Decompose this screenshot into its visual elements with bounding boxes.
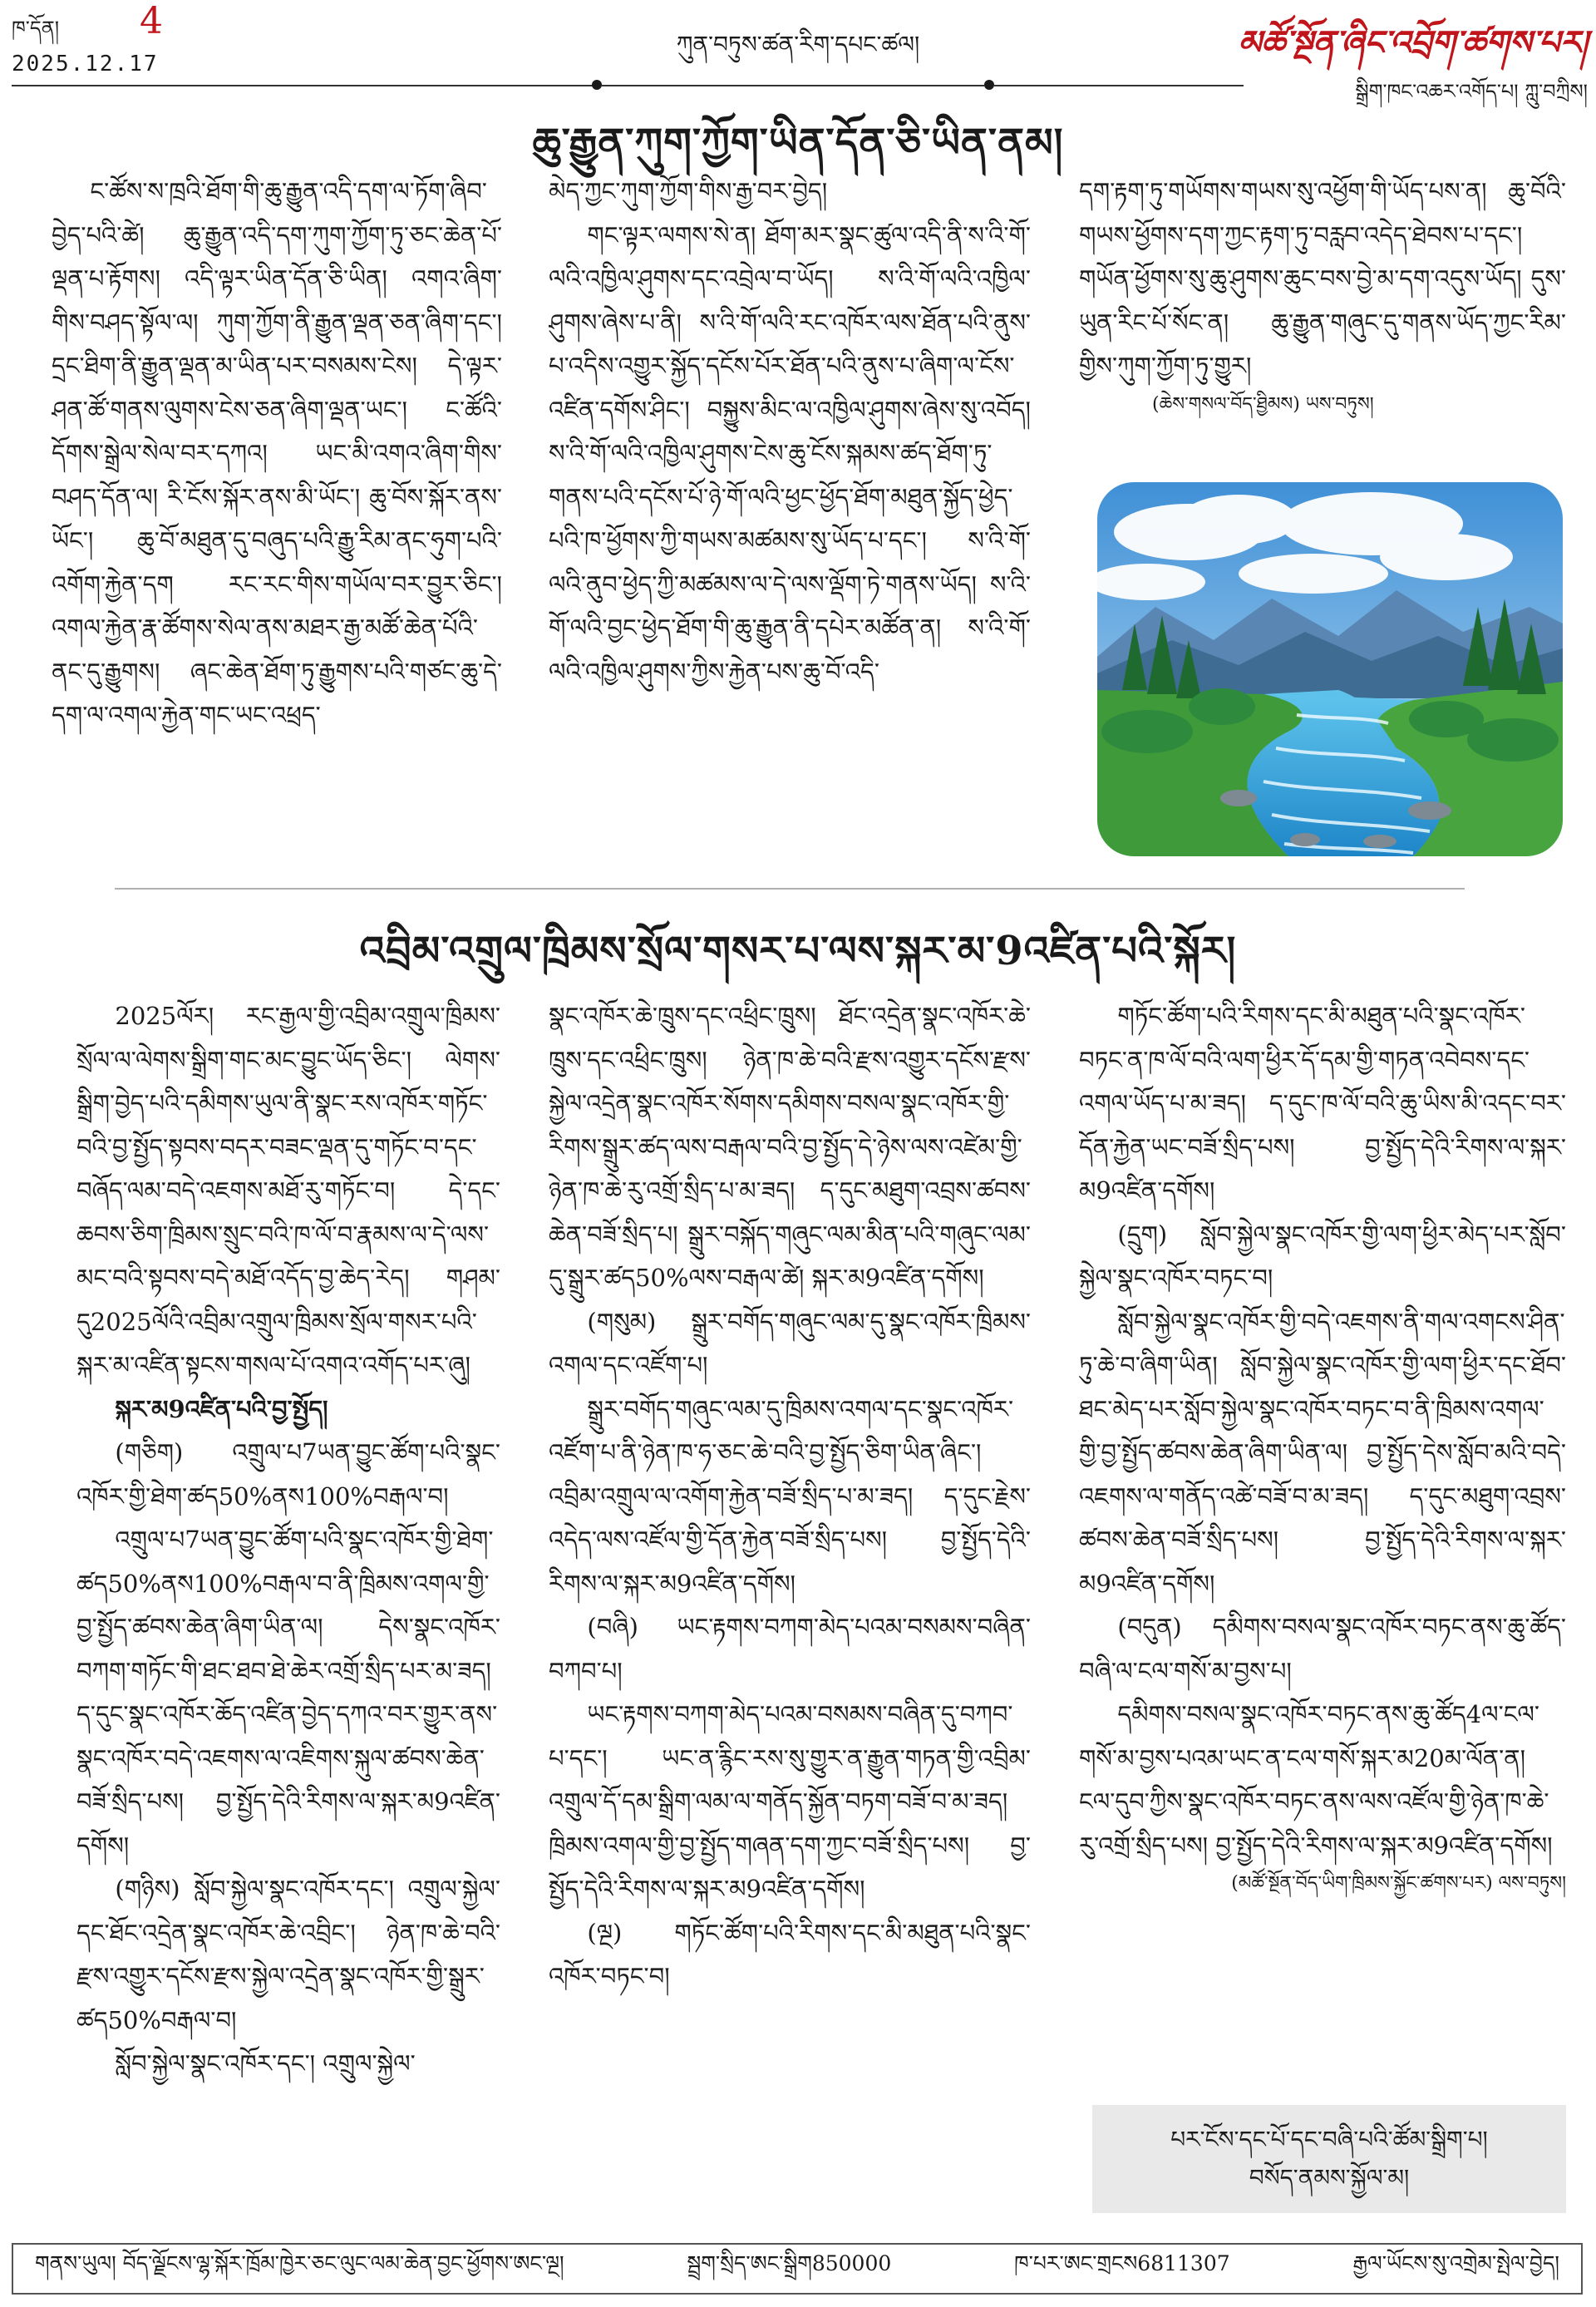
article-column xyxy=(52,170,502,818)
article-paragraph: སློབ་སྐྱེལ་སྣང་འཁོར་གྱི་བདེ་འཇགས་ནི་གལ་འགངས་ཤིན་ཏུ་ཆེ་བ་ཞིག་ཡིན། སློབ་སྐྱེལ་སྣང་འཁོར་གྱི་ལག་ཕྱིར་དང་ཐོབ་ཐང་མེད་པར་སློབ་སྐྱེལ་སྣང་འཁོར་བཏང་བ་ནི་ཁྲིམས་འགལ་གྱི་བྱ་སྤྱོད་ཚབས་ཆེན་ཞིག་ཡིན་ལ། བྱ་སྤྱོད་དེས་སློབ་མའི་བདེ་འཇགས་ལ་གནོད་འཚེ་བཟོ་བ་མ་ཟད། ད་དུང་མཐུག་འབྲས་ཚབས་ཆེན་བཟོ་སྲིད་པས། བྱ་སྤྱོད་དེའི་རིགས་ལ་སྐར་མ9འཛིན་དགོས། xyxy=(1079,1307,1566,1598)
article-paragraph: (གཉིས) སློབ་སྐྱེལ་སྣང་འཁོར་དང་། འགྲུལ་སྐྱེལ་དང་ཐོང་འདྲེན་སྣང་འཁོར་ཆེ་འབྲིང་། ཉེན་ཁ་ཆེ་བའི་རྫས་འགྱུར་དངོས་རྫས་སྐྱེལ་འདྲེན་སྣང་འཁོར་གྱི་སྒྲུར་ཚད50%བརྒལ་བ། xyxy=(76,1875,500,2034)
article-paragraph: (གཅིག) འགྲུལ་པ7ཡན་བྱུང་ཚོག་པའི་སྣང་འཁོར་གྱི་ཐེག་ཚད50%ནས100%བརྒལ་བ། xyxy=(76,1438,500,1511)
article-subheading: སྐར་མ9འཛིན་པའི་བྱ་སྤྱོད། xyxy=(115,1394,328,1423)
article-column xyxy=(1079,170,1566,469)
footer-phone: ཁ་པར་ཨང་གྲངས6811307 xyxy=(1014,2250,1230,2275)
header-rule xyxy=(994,85,1244,86)
article-paragraph: མེད་ཀྱང་ཀུག་ཀྱོག་གིས་རྒྱ་བར་བྱེད། xyxy=(549,177,828,205)
section-title: ཀུན་བཏུས་ཚན་རིག་དཔང་ཚལ། xyxy=(676,31,920,58)
footer-publisher: རྒྱལ་ཡོངས་སུ་འགྲེམ་སྤེལ་བྱེད། xyxy=(1352,2250,1559,2275)
page-number: 4 xyxy=(140,0,163,42)
header-rule-dot xyxy=(592,80,602,90)
editor-credit: སྒྲིག་ཁང་འཆར་འགོད་པ། ཀླུ་བཀྲིས། xyxy=(1355,80,1588,103)
article-paragraph: (གསུམ) སྒྲུར་བགོད་གཞུང་ལམ་དུ་སྣང་འཁོར་ཁྲིམས་འགལ་དང་འཛོག་པ། xyxy=(549,1307,1031,1379)
article-paragraph: (བཞི) ཡང་རྟགས་བཀག་མེད་པའམ་བསམས་བཞིན་བཀབ་པ། xyxy=(549,1613,1031,1685)
notice-line: པར་ངོས་དང་པོ་དང་བཞི་པའི་ཚོམ་སྒྲིག་པ། xyxy=(1170,2126,1488,2153)
newspaper-logo: མཚོ་སྔོན་ཞིང་འབྲོག་ཚགས་པར། xyxy=(1238,23,1588,62)
article-source: (ཆེས་གསལ་བོད་ཐྱིམས) ཡས་བཏུས། xyxy=(1152,393,1374,415)
editor-notice-box xyxy=(1092,2105,1566,2213)
article-paragraph: (དྲུག) སློབ་སྐྱེལ་སྣང་འཁོར་གྱི་ལག་ཕྱིར་མེད་པར་སློབ་སྐྱེལ་སྣང་འཁོར་བཏང་བ། xyxy=(1079,1220,1566,1292)
article-column xyxy=(76,994,500,2175)
article-paragraph: ང་ཚོས་ས་ཁྲའི་ཐོག་གི་ཆུ་རྒྱུན་འདི་དག་ལ་ཏོག་ཞིབ་བྱེད་པའི་ཚེ། ཆུ་རྒྱུན་འདི་དག་ཀུག་ཀྱོག་ཏུ་ཅང་ཆེན་པོ་ལྡན་པ་རྟོགས། འདི་ལྟར་ཡིན་དོན་ཅི་ཡིན། འགའ་ཞིག་གིས་བཤད་སྟོལ་ལ། ཀུག་ཀྱོག་ནི་རྒྱུན་ལྡན་ཅན་ཞིག་དང་། དྲང་ཐིག་ནི་རྒྱུན་ལྡན་མ་ཡིན་པར་བསམས་ངེས། དེ་ལྟར་ཤན་ཚོ་གནས་ལུགས་ངེས་ཅན་ཞིག་ལྡན་ཡང་། ང་ཚོའི་དོགས་སྒྲེལ་སེལ་བར་དཀའ། ཡང་མི་འགའ་ཞིག་གིས་བཤད་དོན་ལ། རི་ངོས་སྐོར་ནས་མི་ཡོང་། ཆུ་བོས་སྐོར་ནས་ཡོང་། ཆུ་བོ་མཐུན་དུ་བཞུད་པའི་རྒྱུ་རིམ་ནང་ཧུག་པའི་འགོག་རྐྱེན་དག རང་རང་གིས་གཡོལ་བར་བྱུར་ཅིང་། འགལ་རྐྱེན་རྣ་ཚོགས་སེལ་ནས་མཐར་རྒྱ་མཚོ་ཆེན་པོའི་ནང་དུ་རྒྱུགས། ཞང་ཆེན་ཐོག་ཏུ་རྒྱུགས་པའི་གཙང་ཆུ་དེ་དག་ལ་འགལ་རྐྱེན་གང་ཡང་འཕྲད་ xyxy=(52,177,502,729)
river-landscape-image xyxy=(1097,482,1563,856)
article-paragraph: གཏོང་ཚོག་པའི་རིགས་དང་མི་མཐུན་པའི་སྣང་འཁོར་བཏང་ན་ཁ་ལོ་བའི་ལག་ཕྱིར་དོ་དམ་གྱི་གཏན་འབེབས་དང་འགལ་ཡོད་པ་མ་ཟད། ད་དུང་ཁ་ལོ་བའི་ཆུ་ཡིས་མི་འདང་བར་དོན་རྐྱེན་ཡང་བཟོ་སྲིད་པས། བྱ་སྤྱོད་དེའི་རིགས་ལ་སྐར་མ9འཛིན་དགོས། xyxy=(1079,1002,1566,1205)
page-section-label: ཁ་དོན། xyxy=(12,17,60,40)
article-column xyxy=(549,994,1031,2208)
article-column xyxy=(549,170,1031,818)
article-paragraph: (བདུན) དམིགས་བསལ་སྣང་འཁོར་བཏང་ནས་ཆུ་ཚོད་བཞི་ལ་ངལ་གསོ་མ་བྱས་པ། xyxy=(1079,1613,1566,1685)
article-paragraph: གང་ལྟར་ལགས་སེ་ན། ཐོག་མར་སྣང་ཚུལ་འདི་ནི་ས་འི་གོ་ལའི་འཁྱིལ་ཤུགས་དང་འབྲེལ་བ་ཡོད། ས་འི་གོ་ལའི་འཁྱིལ་ཤུགས་ཞེས་པ་ནི། ས་འི་གོ་ལའི་རང་འཁོར་ལས་ཐོན་པའི་ནུས་པ་འདིས་འགྱུར་སྐྱོད་དངོས་པོར་ཐོན་པའི་ནུས་པ་ཞིག་ལ་ངོས་འཛིན་དགོས་ཤིང་། བསྐྱུས་མིང་ལ་འཁྱིལ་ཤུགས་ཞེས་སུ་འབོད། ས་འི་གོ་ལའི་འཁྱིལ་ཤུགས་ངེས་ཆུ་ངོས་སྐམས་ཚད་ཐོག་ཏུ་གནས་པའི་དངོས་པོ་ཉེ་གོ་ལའི་ཕྱང་ཕྱོད་ཐོག་མཐུན་སྐྱོད་ཕྱེད་པའི་ཁ་ཕྱོགས་ཀྱི་གཡས་མཚམས་སུ་ཡོད་པ་དང་། ས་འི་གོ་ལའི་ནུབ་ཕྱེད་ཀྱི་མཚམས་ལ་དེ་ལས་ལྡོག་ཏེ་གནས་ཡོད། ས་འི་གོ་ལའི་བྱང་ཕྱེད་ཐོག་གི་ཆུ་རྒྱུན་ནི་དཔེར་མཚོན་ན། ས་འི་གོ་ལའི་འཁྱིལ་ཤུགས་ཀྱིས་རྐྱེན་པས་ཆུ་བོ་འདི་ xyxy=(549,220,1031,686)
header-rule xyxy=(12,85,594,86)
issue-date: 2025.12.17 xyxy=(12,52,159,76)
article-paragraph: ཡང་རྟགས་བཀག་མེད་པའམ་བསམས་བཞིན་དུ་བཀབ་པ་དང་། ཡང་ན་རྙིང་རས་སུ་གྱུར་ན་རྒྱུན་གཏན་གྱི་འབྲིམ་འགྲུལ་དོ་དམ་སྒྲིག་ལམ་ལ་གནོད་སྐྱོན་བཏག་བཟོ་བ་མ་ཟད། ཁྲིམས་འགལ་གྱི་བྱ་སྤྱོད་གཞན་དག་ཀྱང་བཟོ་སྲིད་པས། བྱ་སྤྱོད་དེའི་རིགས་ལ་སྐར་མ9འཛིན་དགོས། xyxy=(549,1700,1031,1903)
article-paragraph: སྣང་འཁོར་ཆེ་ཁྲུས་དང་འཕྲིང་ཁྲུས། ཐོང་འདྲེན་སྣང་འཁོར་ཆེ་ཁྲུས་དང་འཕྲིང་ཁྲུས། ཉེན་ཁ་ཆེ་བའི་རྫས་འགྱུར་དངོས་རྫས་སྐྱེལ་འདྲེན་སྣང་འཁོར་སོགས་དམིགས་བསལ་སྣང་འཁོར་གྱི་རིགས་སྒྲུར་ཚད་ལས་བརྒལ་བའི་བྱ་སྤྱོད་དེ་ཉེས་ལས་འཛེམ་གྱི་ཉེན་ཁ་ཆེ་རུ་འགྲོ་སྲིད་པ་མ་ཟད། ད་དུང་མཐུག་འབྲས་ཚབས་ཆེན་བཟོ་སྲིད་པ། སྒྲུར་བསྐོད་གཞུང་ལམ་མིན་པའི་གཞུང་ལམ་དུ་སྒྲུར་ཚད50%ལས་བརྒལ་ཚེ། སྐར་མ9འཛིན་དགོས། xyxy=(549,1002,1031,1292)
article-paragraph: 2025ལོར། རང་རྒྱལ་གྱི་འབྲིམ་འགྲུལ་ཁྲིམས་སྲོལ་ལ་ལེགས་སྒྲིག་གང་མང་བྱུང་ཡོད་ཅིང་། ལེགས་སྒྲིག་བྱེད་པའི་དམིགས་ཡུལ་ནི་སྣང་རས་འཁོར་གཏོང་བའི་བྱ་སྤྱོད་སྟབས་བདར་བཟང་ལྡན་དུ་གཏོང་བ་དང་བཞོད་ལམ་བདེ་འཇགས་མཐོ་རུ་གཏོང་བ། དེ་དང་ཆབས་ཅིག་ཁྲིམས་སྲུང་བའི་ཁ་ལོ་བ་རྣམས་ལ་དེ་ལས་མང་བའི་སྟབས་བདེ་མཐོ་འདོད་བྱ་ཆེད་རེད། གཤམ་དུ2025ལོའི་འབྲིམ་འགྲུལ་ཁྲིམས་སྲོལ་གསར་པའི་སྐར་མ་འཛིན་སྟངས་གསལ་པོ་འགའ་འགོད་པར་ཞུ། xyxy=(76,1002,500,1379)
article-column xyxy=(1079,994,1566,2092)
article-paragraph: (ལྔ) གཏོང་ཚོག་པའི་རིགས་དང་མི་མཐུན་པའི་སྣང་འཁོར་བཏང་བ། xyxy=(549,1918,1031,1990)
article-divider xyxy=(115,888,1465,890)
article-headline: ཆུ་རྒྱུན་ཀུག་ཀྱོག་ཡིན་དོན་ཅི་ཡིན་ནམ། xyxy=(532,120,1064,166)
article-paragraph: དམིགས་བསལ་སྣང་འཁོར་བཏང་ནས་ཆུ་ཚོད4ལ་ངལ་གསོ་མ་བྱས་པའམ་ཡང་ན་ངལ་གསོ་སྐར་མ20མ་ལོན་ན། ངལ་དུབ་ཀྱིས་སྣང་འཁོར་བཏང་ནས་ལས་འཛོལ་གྱི་ཉེན་ཁ་ཆེ་རུ་འགྲོ་སྲིད་པས། བྱ་སྤྱོད་དེའི་རིགས་ལ་སྐར་མ9འཛིན་དགོས། xyxy=(1079,1700,1553,1860)
header-rule xyxy=(602,85,984,86)
article-paragraph: དག་རྟག་ཏུ་གཡོགས་གཡས་སུ་འཕྱོག་གི་ཡོད་པས་ན། ཆུ་བོའི་གཡས་ཕྱོགས་དག་ཀྱང་རྟག་ཏུ་བརླབ་འདེད་ཐེབས་པ་དང་། གཡོན་ཕྱོགས་སུ་ཆུ་ཤུགས་ཆུང་བས་བྱེ་མ་དག་འདུས་ཡོད། དུས་ཡུན་རིང་པོ་སོང་ན། ཆུ་རྒྱུན་གཞུང་དུ་གནས་ཡོད་ཀྱང་རིམ་གྱིས་ཀུག་ཀྱོག་ཏུ་གྱུར། xyxy=(1079,177,1566,380)
notice-line: བསོད་ནམས་སྐྱོལ་མ། xyxy=(1249,2164,1410,2191)
article-paragraph: སྒྲུར་བགོད་གཞུང་ལམ་དུ་ཁྲིམས་འགལ་དང་སྣང་འཁོར་འཛོག་པ་ནི་ཉེན་ཁ་ཧ་ཅང་ཆེ་བའི་བྱ་སྤྱོད་ཅིག་ཡིན་ཞིང་། འབྲིམ་འགྲུལ་ལ་འགོག་རྐྱེན་བཟོ་སྲིད་པ་མ་ཟད། ད་དུང་རྗེས་འདེད་ལས་འཛོལ་གྱི་དོན་རྐྱེན་བཟོ་སྲིད་པས། བྱ་སྤྱོད་དེའི་རིགས་ལ་སྐར་མ9འཛིན་དགོས། xyxy=(549,1394,1031,1598)
article-paragraph: སློབ་སྐྱེལ་སྣང་འཁོར་དང་། འགྲུལ་སྐྱེལ་ xyxy=(115,2049,416,2078)
footer-address: གནས་ཡུལ། བོད་ལྗོངས་ལྷ་སྐོར་ཁྲོམ་ཁྱེར་ཅང་ལུང་ལམ་ཆེན་བྱང་ཕྱོགས་ཨང་ལྔ། xyxy=(35,2250,564,2275)
article-headline: འབྲིམ་འགྲུལ་ཁྲིམས་སྲོལ་གསར་པ་ལས་སྐར་མ་9འཛིན་པའི་སྐོར། xyxy=(359,928,1237,974)
article-source: (མཚོ་སྔོན་བོད་ཡིག་ཁྲིམས་སྐྱོང་ཚགས་པར) ལས་བཏུས། xyxy=(1231,1873,1566,1894)
header-rule-dot xyxy=(984,80,994,90)
footer-postal-code: སྦྲག་སྲིད་ཨང་སྒྲིག850000 xyxy=(687,2250,892,2275)
footer-bar xyxy=(12,2243,1583,2295)
article-paragraph: འགྲུལ་པ7ཡན་བྱུང་ཚོག་པའི་སྣང་འཁོར་གྱི་ཐེག་ཚད50%ནས100%བརྒལ་བ་ནི་ཁྲིམས་འགལ་གྱི་བྱ་སྤྱོད་ཚབས་ཆེན་ཞིག་ཡིན་ལ། དེས་སྣང་འཁོར་བཀག་གཏོང་གི་ཐང་ཐབ་ཐེ་ཆེར་འགྲོ་སྲིད་པར་མ་ཟད། ད་དུང་སྣང་འཁོར་ཆོད་འཛིན་བྱེད་དཀའ་བར་གྱུར་ནས་སྣང་འཁོར་བདེ་འཇགས་ལ་འཇིགས་སྐུལ་ཚབས་ཆེན་བཟོ་སྲིད་པས། བྱ་སྤྱོད་དེའི་རིགས་ལ་སྐར་མ9འཛིན་དགོས། xyxy=(76,1526,500,1860)
